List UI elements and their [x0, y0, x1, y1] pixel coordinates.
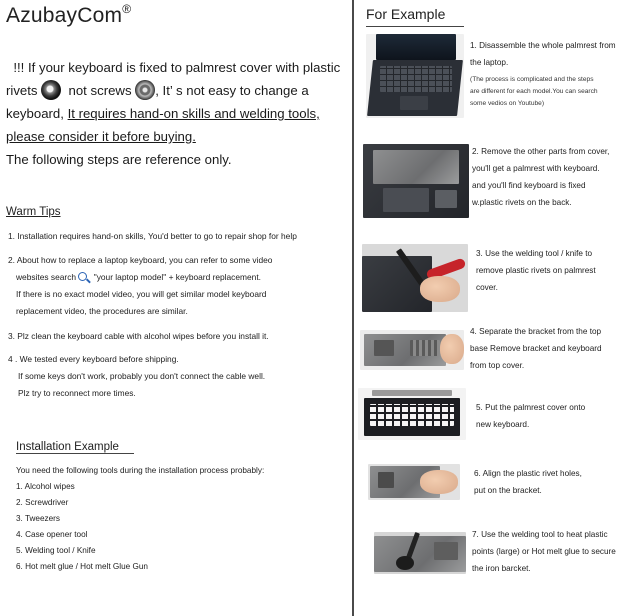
- plastic-rivet-icon: [41, 80, 61, 100]
- step-2-text: 2. Remove the other parts from cover, you'll get a palmrest with keyboard. and you'll find keyboard is fixed w.plastic rivets on the back.: [472, 147, 610, 207]
- tool-item: 2. Screwdriver: [16, 498, 69, 507]
- tip-1: 1. Installation requires hand-on skills, You'd better to go to repair shop for help: [8, 231, 297, 241]
- installation-heading: Installation Example: [16, 441, 134, 454]
- tools-intro: You need the following tools during the installation process probably:: [16, 466, 265, 475]
- tool-item: 5. Welding tool / Knife: [16, 546, 96, 555]
- step-7-photo: [374, 532, 466, 574]
- column-divider: [352, 0, 354, 616]
- step-5-photo: [358, 388, 466, 440]
- step-3-photo: [362, 244, 468, 312]
- step-1-photo: [366, 34, 464, 118]
- step-7-text: 7. Use the welding tool to heat plastic points (large) or Hot melt glue to secure the iron barcket.: [472, 530, 616, 573]
- tools-list: [16, 463, 346, 575]
- tool-item: 6. Hot melt glue / Hot melt Glue Gun: [16, 562, 148, 571]
- brand-logo: AzubayCom®: [6, 2, 132, 27]
- reference-text: The following steps are reference only.: [6, 152, 232, 167]
- tool-item: 3. Tweezers: [16, 514, 60, 523]
- tool-item: 4. Case opener tool: [16, 530, 88, 539]
- warm-tips-heading: Warm Tips: [6, 206, 61, 218]
- step-3-text: 3. Use the welding tool / knife to remove plastic rivets on palmrest cover.: [476, 249, 596, 292]
- step-2-photo: [363, 144, 469, 218]
- step-4-text: 4. Separate the bracket from the top base Remove bracket and keyboard from top cover.: [470, 327, 602, 370]
- step-4-photo: [360, 330, 464, 370]
- warm-tips-list: [8, 228, 353, 402]
- example-heading: For Example: [366, 6, 446, 22]
- tip-3: 3. Plz clean the keyboard cable with alcohol wipes before you install it.: [8, 331, 269, 341]
- step-6-text: 6. Align the plastic rivet holes, put on the bracket.: [474, 469, 582, 495]
- step-5-text: 5. Put the palmrest cover onto new keyboard.: [476, 403, 586, 429]
- example-heading-underline: [366, 26, 464, 27]
- tip-4: 4 . We tested every keyboard before shipping. If some keys don't work, probably you don't connect the cable well. Plz try to reconnect more times.: [8, 354, 266, 398]
- tool-item: 1. Alcohol wipes: [16, 482, 75, 491]
- step-1-note: (The process is complicated and the steps are different for each model.You can search some vedios on Youtube): [470, 76, 598, 107]
- tip-2: 2. About how to replace a laptop keyboard, you can refer to some video websites search "your laptop model" + keyboard replacement. If there is no exact model video, you will get similar model keyboard replacement video, the procedures are similar.: [8, 255, 273, 316]
- search-icon: [78, 272, 87, 281]
- intro-text: !!! If your keyboard is fixed to palmrest cover with plastic rivets not screws , It’ s not easy to change a keyboard, It requires hand-on skills and welding tools, please consider it before buying. The following steps are reference only.: [6, 56, 346, 171]
- warning-text: It requires hand-on skills and welding tools,: [67, 106, 320, 121]
- warning-text-2: please consider it before buying.: [6, 129, 196, 144]
- screw-icon: [135, 80, 155, 100]
- step-1-text: 1. Disassemble the whole palmrest from the laptop.: [470, 41, 616, 67]
- step-6-photo: [368, 464, 460, 500]
